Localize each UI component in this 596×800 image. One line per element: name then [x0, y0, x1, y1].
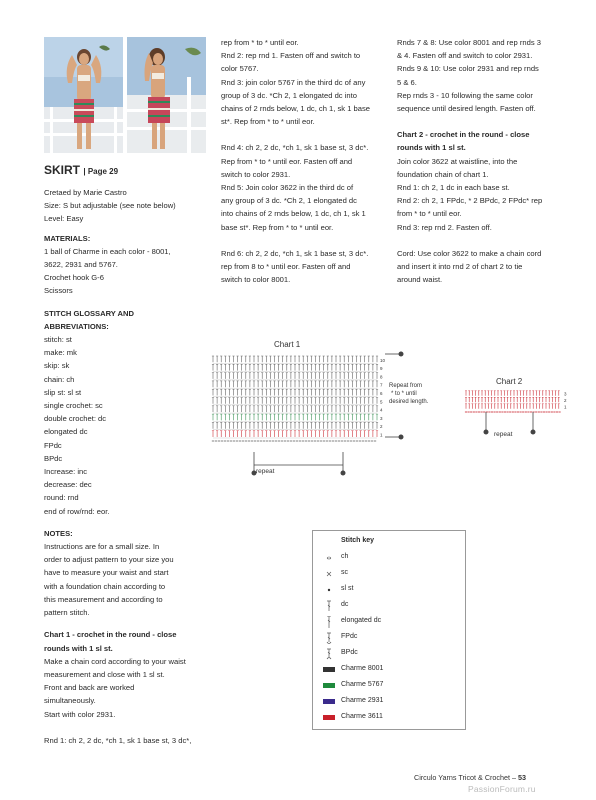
footer-publication: Circulo Yarns Tricot & Crochet: [414, 773, 510, 782]
chart2-chain: [512, 411, 514, 412]
key-row-charme-3611: Charme 3611: [313, 711, 463, 725]
key-row-fpdc: FPdc: [313, 631, 463, 645]
notes-line: Instructions are for a small size. In: [44, 542, 160, 552]
chart1-note-line: Repeat from: [389, 383, 423, 389]
notes-line: order to adjust pattern to your size you: [44, 555, 174, 565]
chart1-chain: [335, 440, 337, 441]
chart1-heading: rounds with 1 sl st.: [44, 643, 113, 653]
chart2-chain: [504, 411, 506, 412]
chart1-chain: [287, 440, 289, 441]
instruction-line: st*. Rep from * to * until eor.: [221, 117, 315, 127]
instruction-line: switch to color 8001.: [221, 275, 291, 285]
sc-symbol-icon: [321, 568, 341, 580]
elongated-dc-symbol-icon: [321, 616, 341, 628]
color-swatch: [323, 683, 335, 688]
dc-symbol-icon: [321, 600, 341, 612]
chart1-line: simultaneously.: [44, 696, 96, 706]
chart2-row-number: 3: [564, 391, 567, 397]
chart1-chain: [227, 440, 229, 441]
chart1-chain: [374, 440, 376, 441]
instruction-line: Rep rnds 3 - 10 following the same color: [397, 90, 533, 100]
key-row-charme-8001: Charme 8001: [313, 663, 463, 677]
instruction-line: Rnds 9 & 10: Use color 2931 and rep rnds: [397, 64, 539, 74]
instruction-line: color 5767.: [221, 64, 259, 74]
chart1-chain: [332, 440, 334, 441]
fpdc-symbol-icon: [321, 632, 341, 644]
chart2-chain: [535, 411, 537, 412]
materials-heading: MATERIALS:: [44, 233, 91, 243]
glossary-heading: STITCH GLOSSARY AND: [44, 308, 135, 318]
chart2-chain: [543, 411, 545, 412]
glossary-item: skip: sk: [44, 361, 70, 371]
glossary-item: stitch: st: [44, 335, 72, 345]
instruction-line: and insert it into rnd 2 of chart 2 to tie: [397, 262, 523, 272]
instruction-line: Rnds 7 & 8: Use color 8001 and rep rnds 3: [397, 38, 541, 47]
chart2-chain: [473, 411, 475, 412]
chart1-row-number: 9: [380, 366, 383, 372]
page-footer: Circulo Yarns Tricot & Crochet – 53: [414, 773, 526, 782]
chart1-chain: [236, 440, 238, 441]
chart1-line: measurement and close with 1 sl st.: [44, 669, 165, 679]
chart1-chain: [323, 440, 325, 441]
chart1-chain: [326, 440, 328, 441]
chart2-chain: [553, 411, 555, 412]
chart1-chain: [299, 440, 301, 441]
chart2-chain: [499, 411, 501, 412]
glossary-item: decrease: dec: [44, 480, 92, 490]
chart1-repeat-dot: [341, 471, 346, 476]
chart1-start-dot: [399, 435, 404, 440]
glossary-item: round: rnd: [44, 493, 79, 503]
chart2-chain: [488, 411, 490, 412]
chart2-chain: [509, 411, 511, 412]
right-column: [397, 36, 577, 286]
chart2-chain: [538, 411, 540, 412]
color-swatch: [323, 667, 335, 672]
chart1-chain: [338, 440, 340, 441]
chart1-row-number: 2: [380, 424, 383, 430]
instruction-line: Rep from * to * until eor. Fasten off and: [221, 156, 353, 166]
chart2-heading: Chart 2 - crochet in the round - close: [397, 130, 530, 140]
chart1-chain: [371, 440, 373, 441]
chart2-repeat-dot: [484, 430, 489, 435]
chart1-chain: [272, 440, 274, 441]
instruction-line: Rnd 2: rep rnd 1. Fasten off and switch to: [221, 51, 361, 61]
chart1-chain: [245, 440, 247, 441]
instruction-line: Cord: Use color 3622 to make a chain cord: [397, 248, 542, 258]
instruction-line: 5 & 6.: [397, 77, 417, 87]
chart1-row-number: 5: [380, 399, 383, 405]
instruction-line: Rnd 5: Join color 3622 in the third dc of: [221, 183, 354, 193]
chart1-line: Start with color 2931.: [44, 709, 116, 719]
chart1-chain: [260, 440, 262, 441]
chart1-chain: [254, 440, 256, 441]
chart1-chain: [329, 440, 331, 441]
chart1-chain: [305, 440, 307, 441]
chart2-diagram: [460, 370, 580, 445]
chart2-chain: [496, 411, 498, 412]
chart2-chain: [491, 411, 493, 412]
watermark: PassionForum.ru: [468, 784, 536, 794]
chart2-chain: [559, 411, 561, 412]
bpdc-symbol-icon: [321, 648, 341, 660]
chart2-chain: [517, 411, 519, 412]
chart1-chain: [269, 440, 271, 441]
chart2-chain: [475, 411, 477, 412]
chart1-row-number: 4: [380, 407, 383, 413]
chart1-note-line: desired length.: [389, 399, 429, 405]
chart2-chain: [507, 411, 509, 412]
chart2-heading: rounds with 1 sl st.: [397, 143, 466, 153]
chart1-chain: [356, 440, 358, 441]
chart2-chain: [546, 411, 548, 412]
chart1-chain: [293, 440, 295, 441]
key-row-dc: dc: [313, 599, 463, 613]
notes-line: have to measure your waist and start: [44, 568, 169, 578]
materials-line: Crochet hook G-6: [44, 273, 104, 283]
page-number: 53: [518, 773, 526, 782]
instruction-line: rep from 8 to * until eor. Fasten off and: [221, 262, 351, 272]
chart2-chain: [520, 411, 522, 412]
chart1-chain: [311, 440, 313, 441]
notes-line: this measurement and according to: [44, 594, 163, 604]
chart2-chain: [470, 411, 472, 412]
notes-line: with a foundation chain according to: [44, 581, 166, 591]
chart2-chain: [465, 411, 467, 412]
glossary-item: end of row/rnd: eor.: [44, 506, 110, 516]
level-line: Level: Easy: [44, 214, 84, 224]
chart1-line: Front and back are worked: [44, 683, 135, 693]
chart2-row-number: 2: [564, 397, 567, 403]
chart1-chain: [290, 440, 292, 441]
chart1-row-number: 10: [380, 357, 386, 363]
key-row-sc: sc: [313, 567, 463, 581]
instruction-line: Rnd 1: ch 2, 1 dc in each base st.: [397, 183, 510, 193]
instruction-line: foundation chain of chart 1.: [397, 169, 489, 179]
chart1-title: Chart 1: [274, 340, 301, 349]
instruction-line: group of 3 dc. *Ch 2, 1 elongated dc into: [221, 90, 357, 100]
chart1-chain: [308, 440, 310, 441]
chart1-chain: [302, 440, 304, 441]
chart1-chain: [359, 440, 361, 441]
chart1-chain: [275, 440, 277, 441]
glossary-item: slip st: sl st: [44, 387, 82, 397]
chart2-chain: [494, 411, 496, 412]
materials-line: 3622, 2931 and 5767.: [44, 260, 118, 270]
key-row-charme-5767: Charme 5767: [313, 679, 463, 693]
chart1-chain: [344, 440, 346, 441]
chart1-chain: [368, 440, 370, 441]
instruction-line: switch to color 2931.: [221, 169, 291, 179]
chart1-line: Make a chain cord according to your waist: [44, 656, 186, 666]
chart1-chain: [347, 440, 349, 441]
chart1-rnd1: Rnd 1: ch 2, 2 dc, *ch 1, sk 1 base st, 3 dc*,: [44, 735, 192, 745]
chart1-chain: [362, 440, 364, 441]
chart2-stitch-grid: [465, 391, 567, 413]
chart2-chain: [478, 411, 480, 412]
glossary-item: FPdc: [44, 440, 62, 450]
chart1-chain: [317, 440, 319, 441]
key-row-charme-2931: Charme 2931: [313, 695, 463, 709]
instruction-line: rep from * to * until eor.: [221, 38, 299, 47]
instruction-line: Rnd 2: ch 2, 1 FPdc, * 2 BPdc, 2 FPdc* rep: [397, 196, 543, 206]
chart1-chain: [251, 440, 253, 441]
glossary-item: make: mk: [44, 348, 77, 358]
glossary-item: elongated dc: [44, 427, 88, 437]
chart1-chain: [314, 440, 316, 441]
key-row-slst: sl st: [313, 583, 463, 597]
chart1-chain: [215, 440, 217, 441]
instruction-line: base st*. Rep from * to * until eor.: [221, 222, 334, 232]
glossary-item: BPdc: [44, 453, 63, 463]
instruction-line: into chains of 2 rnds below, 1 dc, ch 1, sk 1: [221, 209, 366, 219]
chart1-row-number: 6: [380, 391, 383, 396]
chart1-chain: [224, 440, 226, 441]
chart1-chain: [233, 440, 235, 441]
skirt-photo-front: [44, 37, 123, 153]
chart1-chain: [365, 440, 367, 441]
chart1-end-dot: [399, 352, 404, 357]
glossary-item: double crochet: dc: [44, 414, 107, 424]
chart1-row-number: 3: [380, 415, 383, 421]
chart1-chain: [341, 440, 343, 441]
chart2-chain: [530, 411, 532, 412]
key-row-bpdc: BPdc: [313, 647, 463, 661]
chart1-diagram: [205, 335, 450, 480]
glossary-item: Increase: inc: [44, 467, 88, 477]
skirt-photo-side: [127, 37, 206, 153]
credit-line: Cretaed by Marie Castro: [44, 188, 127, 197]
key-row-elongated-dc: elongated dc: [313, 615, 463, 629]
glossary-item: single crochet: sc: [44, 401, 103, 411]
size-line: Size: S but adjustable (see note below): [44, 201, 176, 211]
chart2-title: Chart 2: [496, 377, 523, 386]
chart2-chain: [548, 411, 550, 412]
instruction-line: sequence until desired length. Fasten off.: [397, 104, 536, 114]
instruction-line: Rnd 6: ch 2, 2 dc, *ch 1, sk 1 base st, 3 dc*.: [221, 248, 369, 258]
instruction-line: Join color 3622 at waistline, into the: [397, 156, 518, 166]
chart1-heading: Chart 1 - crochet in the round - close: [44, 630, 177, 640]
chart2-chain: [522, 411, 524, 412]
instruction-line: chains of 2 rnds below, 1 dc, ch 1, sk 1 base: [221, 104, 371, 114]
chart1-row-number: 8: [380, 374, 383, 380]
glossary-item: chain: ch: [44, 374, 75, 384]
chart2-chain: [468, 411, 470, 412]
color-swatch: [323, 715, 335, 720]
section-title: SKIRT | Page 29: [44, 163, 119, 177]
chart2-chain: [540, 411, 542, 412]
chart2-chain: [514, 411, 516, 412]
instruction-line: from * to * until eor.: [397, 209, 462, 219]
notes-line: pattern stitch.: [44, 608, 90, 618]
chart1-chain: [278, 440, 280, 441]
instruction-line: Rnd 3: join color 5767 in the third dc of any: [221, 77, 366, 87]
glossary-heading: ABBREVIATIONS:: [44, 321, 109, 331]
chart1-repeat-label: repeat: [256, 468, 275, 475]
middle-column: [221, 36, 391, 286]
chart1-chain: [230, 440, 232, 441]
stitch-key-title: Stitch key: [341, 537, 375, 544]
page-reference: Page 29: [87, 167, 119, 176]
chart1-chain: [248, 440, 250, 441]
instruction-line: Rnd 3: rep rnd 2. Fasten off.: [397, 222, 492, 232]
color-swatch: [323, 699, 335, 704]
chart1-chain: [353, 440, 355, 441]
chart2-chain: [483, 411, 485, 412]
chart1-chain: [320, 440, 322, 441]
chart1-chain: [263, 440, 265, 441]
chart2-chain: [525, 411, 527, 412]
chart2-chain: [481, 411, 483, 412]
chart2-chain: [527, 411, 529, 412]
slst-symbol-icon: [321, 584, 341, 596]
instruction-line: around waist.: [397, 275, 443, 285]
left-column: [44, 162, 214, 747]
chart1-chain: [218, 440, 220, 441]
chart1-chain: [350, 440, 352, 441]
chart1-chain: [284, 440, 286, 441]
chart1-chain: [266, 440, 268, 441]
chart1-row-number: 7: [380, 382, 383, 388]
chart2-repeat-dot: [531, 430, 536, 435]
chart1-note-line: * to * until: [391, 391, 417, 397]
chart1-row-number: 1: [380, 432, 383, 438]
chart2-chain: [501, 411, 503, 412]
chart1-chain: [221, 440, 223, 441]
chart1-chain: [242, 440, 244, 441]
key-row-ch: ch: [313, 551, 463, 565]
instruction-line: & 4. Fasten off and switch to color 2931.: [397, 51, 533, 61]
chart1-chain: [212, 440, 214, 441]
chart1-chain: [281, 440, 283, 441]
chart2-row-number: 1: [564, 404, 567, 410]
chart1-stitch-grid: [212, 356, 386, 442]
stitch-key: [312, 530, 466, 730]
chart1-chain: [257, 440, 259, 441]
chain-symbol-icon: [321, 552, 341, 564]
chart1-chain: [296, 440, 298, 441]
chart2-repeat-label: repeat: [494, 431, 513, 438]
instruction-line: any group of 3 dc. *Ch 2, 1 elongated dc: [221, 196, 357, 206]
notes-heading: NOTES:: [44, 528, 73, 538]
chart2-chain: [556, 411, 558, 412]
materials-line: 1 ball of Charme in each color - 8001,: [44, 246, 171, 256]
instruction-line: Rnd 4: ch 2, 2 dc, *ch 1, sk 1 base st, 3 dc*.: [221, 143, 369, 153]
chart2-chain: [551, 411, 553, 412]
chart1-chain: [239, 440, 241, 441]
materials-line: Scissors: [44, 286, 73, 296]
